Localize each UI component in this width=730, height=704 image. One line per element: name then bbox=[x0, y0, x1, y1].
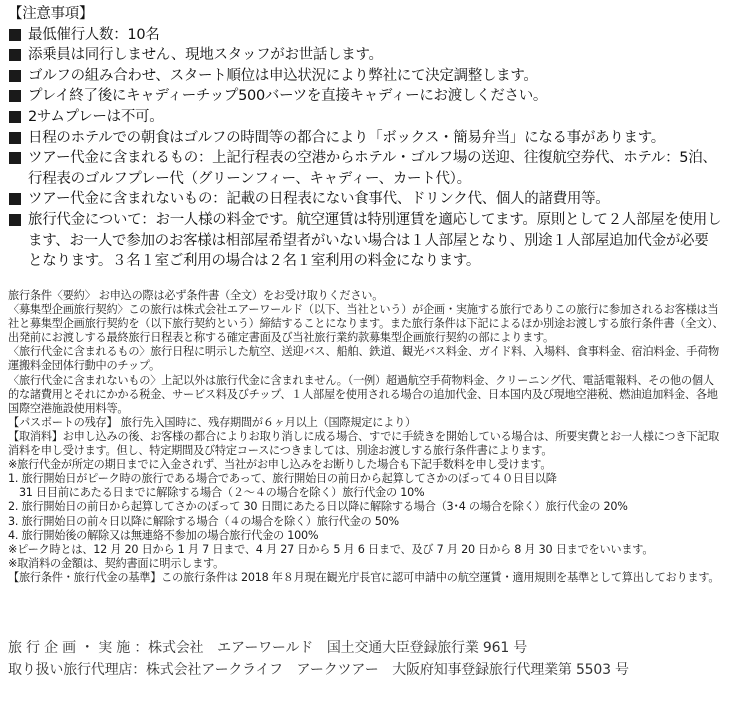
square-bullet-icon bbox=[9, 111, 21, 123]
agent-line: 取り扱い旅行代理店：株式会社アークライフ アークツアー 大阪府知事登録旅行代理業第 5503 号 bbox=[8, 662, 629, 678]
notice-item-text: ツアー代金に含まれるもの：上記行程表の空港からホテル・ゴルフ場の送迎、往復航空券代、ホテル：5泊、行程表のゴルフプレー代（グリーンフィー、キャディー、カート代）。 bbox=[28, 150, 717, 187]
square-bullet-icon bbox=[9, 152, 21, 164]
notice-item-text: 旅行代金について：お一人様の料金です。航空運賃は特別運賃を適応してます。原則として２人部屋を使用します、お一人で参加のお客様は相部屋希望者がいない場合は１人部屋となり、別途１人部屋追加代金が必要となります。３名１室ご利用の場合は２名１室利用の料金になります。 bbox=[28, 211, 722, 270]
terms-unpaid-note: ※旅行代金が所定の期日までに入金されず、当社がお申し込みをお断りした場合も下記手数料を申し受けます。 bbox=[8, 458, 552, 472]
notice-item-min-participants bbox=[8, 25, 722, 46]
notice-item-text: 2サムプレーは不可。 bbox=[28, 108, 164, 125]
square-bullet-icon bbox=[9, 193, 21, 205]
terms-peak-note: ※ピーク時とは、12 月 20 日から 1 月 7 日まで、4 月 27 日から 5 月 6 日まで、及び 7 月 20 日から 8 月 30 日までをいいます。 bbox=[8, 542, 654, 556]
terms-cancel-rule-1: 1. 旅行開始日がピーク時の旅行である場合であって、旅行開始日の前日から起算してさかのぼって４０日目以降 bbox=[8, 472, 557, 486]
notice-item-text: 最低催行人数：10名 bbox=[28, 26, 160, 43]
notice-title: 【注意事項】 bbox=[8, 6, 94, 22]
square-bullet-icon bbox=[9, 49, 21, 61]
terms-passport: 【パスポートの残存】 旅行先入国時に、残存期間が６ヶ月以上（国際規定により） bbox=[8, 415, 416, 429]
square-bullet-icon bbox=[9, 29, 21, 41]
terms-fee-note: ※取消料の金額は、契約書面に明示します。 bbox=[8, 556, 225, 570]
notice-item-included bbox=[8, 148, 722, 189]
company-footer bbox=[8, 637, 724, 681]
notice-item-escort bbox=[8, 45, 722, 66]
terms-cancel-rule-2: 2. 旅行開始日の前日から起算してさかのぼって 30 日間にあたる日以降に解除する場合（3･4 の場合を除く）旅行代金の 20% bbox=[8, 500, 628, 514]
notice-item-text: 日程のホテルでの朝食はゴルフの時間等の都合により「ボックス・簡易弁当」になる事があります。 bbox=[28, 129, 665, 146]
notice-list bbox=[8, 25, 722, 272]
terms-included: 〈旅行代金に含まれるもの〉旅行日程に明示した航空、送迎バス、船舶、鉄道、観光バス料金、ガイド料、入場料、食事料金、宿泊料金、手荷物運搬料金団体行動中のチップ。 bbox=[8, 345, 719, 373]
square-bullet-icon bbox=[9, 132, 21, 144]
terms-cancel-rule-1-cont: 31 日目前にあたる日までに解除する場合（２～４の場合を除く）旅行代金の 10% bbox=[8, 486, 425, 500]
notice-item-breakfast bbox=[8, 128, 722, 149]
terms-contract: 〈募集型企画旅行契約〉この旅行は株式会社エアーワールド（以下、当社という）が企画・実施する旅行でありこの旅行に参加されるお客様は当社と募集型企画旅行契約を（以下旅行契約という）締結することになります。また旅行条件は下記によるほか別途お渡しする旅行条件書（全文）、出発前にお渡しする最終旅行日程表と称する確定書面及び当社旅行業約款募集型企画旅行契約の部によります。 bbox=[8, 303, 724, 345]
notice-section bbox=[8, 4, 722, 272]
terms-basis: 【旅行条件・旅行代金の基準】この旅行条件は 2018 年８月現在観光庁長官に認可申請中の航空運賃・適用規則を基準として算出しております。 bbox=[8, 570, 720, 584]
square-bullet-icon bbox=[9, 90, 21, 102]
notice-item-caddie-tip bbox=[8, 86, 722, 107]
notice-item-price bbox=[8, 210, 722, 272]
terms-cancel-rule-3: 3. 旅行開始日の前々日以降に解除する場合（４の場合を除く）旅行代金の 50% bbox=[8, 514, 399, 528]
notice-item-text: プレイ終了後にキャディーチップ500バーツを直接キャディーにお渡しください。 bbox=[28, 88, 548, 105]
organizer-line: 旅 行 企 画 ・ 実 施 ：株式会社 エアーワールド 国土交通大臣登録旅行業 961 号 bbox=[8, 640, 528, 656]
terms-heading: 旅行条件〈要約〉 お申込の際は必ず条件書（全文）をお受け取りください。 bbox=[8, 289, 384, 302]
notice-item-golf-pairing bbox=[8, 66, 722, 87]
notice-item-text: 添乗員は同行しません、現地スタッフがお世話します。 bbox=[28, 47, 383, 64]
terms-not-included: 〈旅行代金に含まれないもの〉上記以外は旅行代金に含まれません。（一例）超過航空手荷物料金、クリーニング代、電話電報料、その他の個人的な諸費用とそれにかかる税金、サービス料及びチップ、１人部屋を使用される場合の追加代金、日本国内及び現地空港税、燃油追加料金、各地国際空港施設使用料等。 bbox=[8, 373, 718, 415]
terms-cancellation: 【取消料】お申し込みの後、お客様の都合によりお取り消しに成る場合、すでに手続きを開始している場合は、所要実費とお一人様につき下記取消料を申し受けます。但し、特定期間及び特定コースにつきましては、別途お渡しする旅行条件書によります。 bbox=[8, 429, 720, 458]
square-bullet-icon bbox=[9, 70, 21, 82]
notice-item-not-included bbox=[8, 189, 722, 210]
notice-item-text: ツアー代金に含まれないもの：記載の日程表にない食事代、ドリンク代、個人的諸費用等。 bbox=[28, 191, 610, 208]
travel-terms-section bbox=[8, 289, 724, 585]
terms-cancel-rule-4: 4. 旅行開始後の解除又は無連絡不参加の場合旅行代金の 100% bbox=[8, 528, 319, 542]
notice-item-two-some bbox=[8, 107, 722, 128]
notice-item-text: ゴルフの組み合わせ、スタート順位は申込状況により弊社にて決定調整します。 bbox=[28, 67, 538, 84]
square-bullet-icon bbox=[9, 214, 21, 226]
